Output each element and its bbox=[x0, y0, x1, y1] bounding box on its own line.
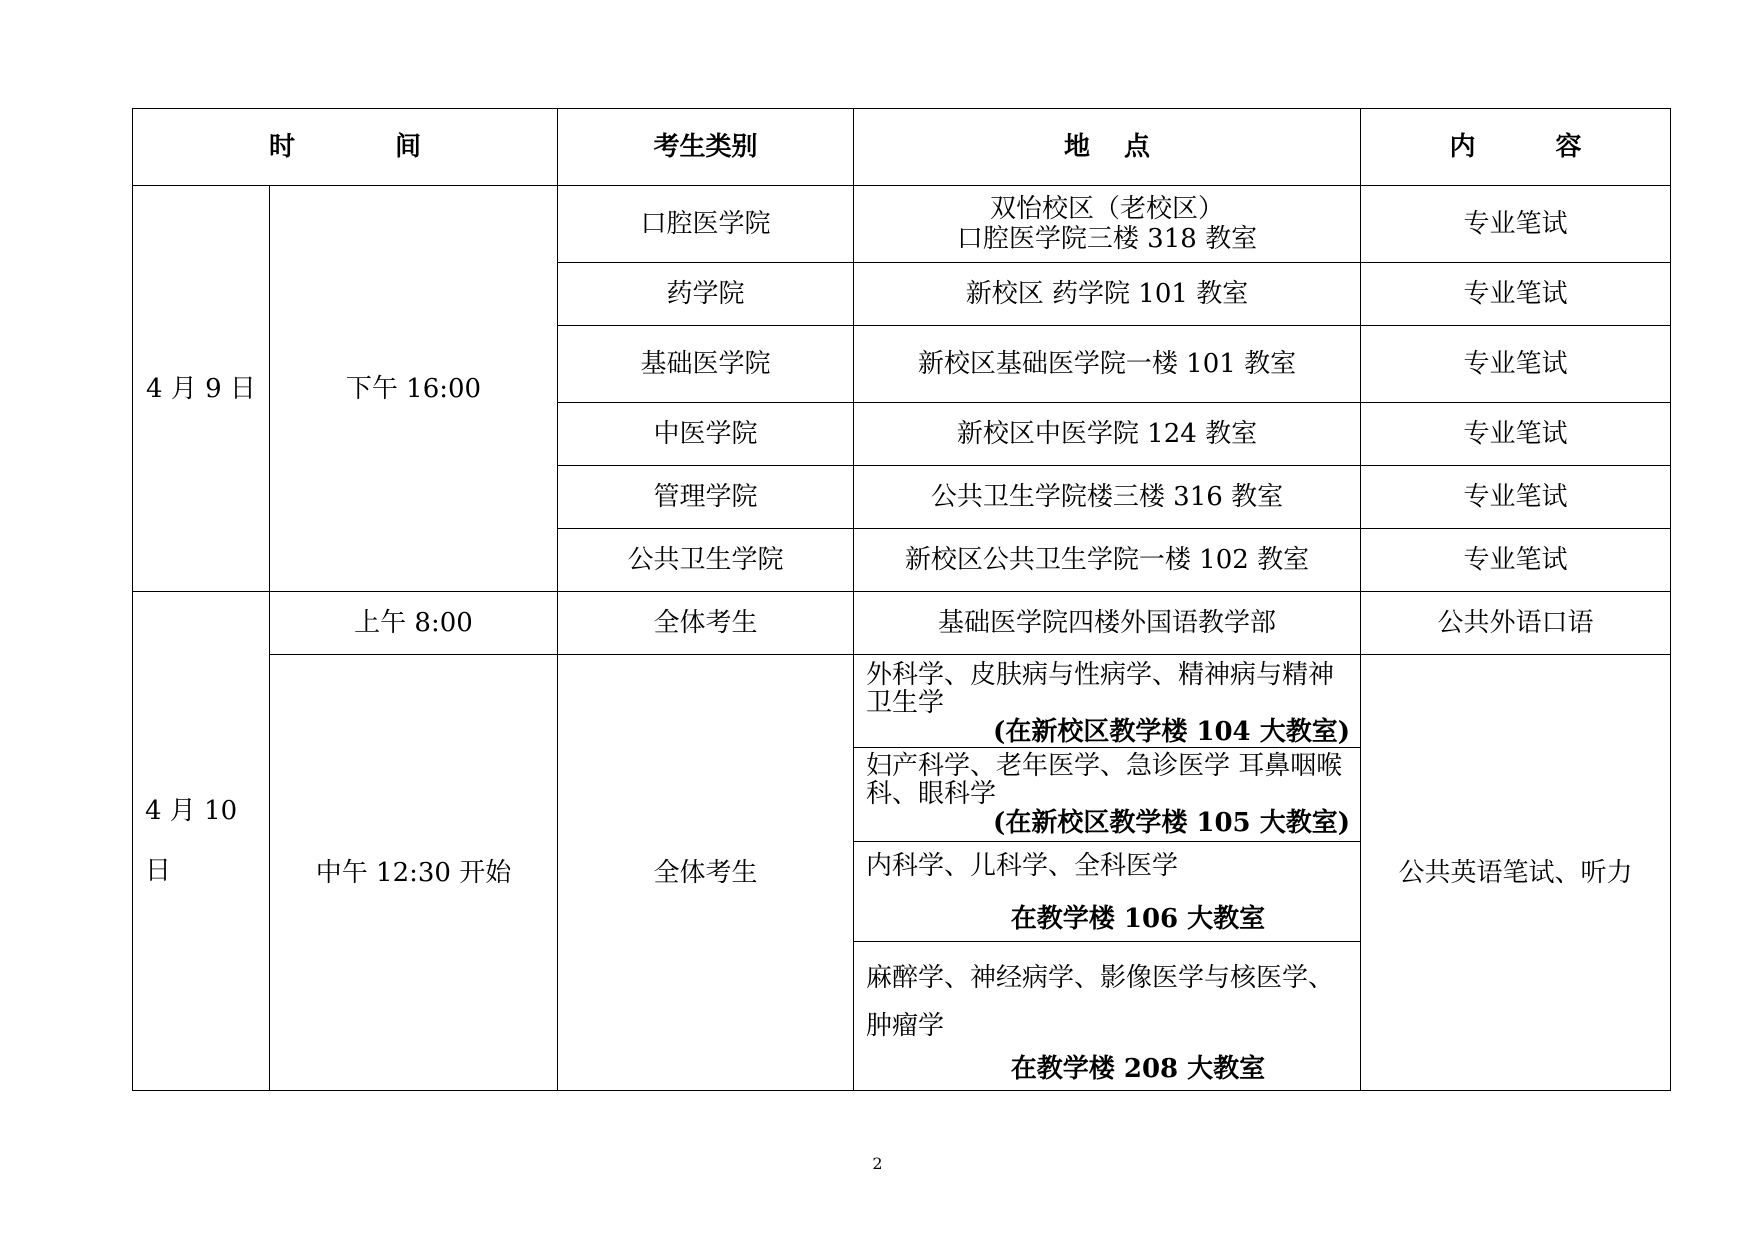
table-row bbox=[133, 655, 1671, 1091]
date-cell: 4 月 9 日 bbox=[133, 186, 270, 592]
location-cell: 新校区中医学院 124 教室 bbox=[854, 403, 1361, 466]
content-cell: 公共英语笔试、听力 bbox=[1361, 655, 1671, 1091]
category-cell: 管理学院 bbox=[558, 466, 854, 529]
location-stack bbox=[854, 655, 1361, 1091]
content-cell: 专业笔试 bbox=[1361, 403, 1671, 466]
location-room: 在教学楼 106 大教室 bbox=[1010, 904, 1266, 934]
location-block bbox=[854, 842, 1360, 942]
category-cell: 药学院 bbox=[558, 263, 854, 326]
location-block bbox=[854, 942, 1360, 1090]
time-cell: 中午 12:30 开始 bbox=[270, 655, 558, 1091]
location-cell bbox=[854, 186, 1361, 263]
location-majors: 内科学、儿科学、全科医学 bbox=[866, 851, 1179, 881]
header-time: 时 间 bbox=[133, 109, 558, 186]
date-cell: 4 月 10 日 bbox=[133, 592, 270, 1091]
location-majors: 妇产科学、老年医学、急诊医学 耳鼻咽喉科、眼科学 bbox=[866, 751, 1343, 809]
location-cell: 新校区 药学院 101 教室 bbox=[854, 263, 1361, 326]
exam-schedule-table bbox=[132, 108, 1671, 1091]
content-cell: 公共外语口语 bbox=[1361, 592, 1671, 655]
content-cell: 专业笔试 bbox=[1361, 263, 1671, 326]
location-room: (在新校区教学楼 104 大教室) bbox=[993, 717, 1350, 747]
content-cell: 专业笔试 bbox=[1361, 466, 1671, 529]
location-cell: 新校区基础医学院一楼 101 教室 bbox=[854, 326, 1361, 403]
location-room: 在教学楼 208 大教室 bbox=[1010, 1054, 1266, 1084]
category-cell: 中医学院 bbox=[558, 403, 854, 466]
location-cell: 新校区公共卫生学院一楼 102 教室 bbox=[854, 529, 1361, 592]
table-row bbox=[133, 186, 1671, 263]
category-cell: 全体考生 bbox=[558, 592, 854, 655]
content-cell: 专业笔试 bbox=[1361, 529, 1671, 592]
time-cell: 下午 16:00 bbox=[270, 186, 558, 592]
location-block bbox=[854, 748, 1360, 842]
page-number: 2 bbox=[872, 1154, 883, 1173]
location-line: 口腔医学院三楼 318 教室 bbox=[956, 224, 1258, 254]
header-row bbox=[133, 109, 1671, 186]
category-cell: 基础医学院 bbox=[558, 326, 854, 403]
location-majors: 麻醉学、神经病学、影像医学与核医学、肿瘤学 bbox=[866, 963, 1335, 1041]
content-cell: 专业笔试 bbox=[1361, 186, 1671, 263]
category-cell: 口腔医学院 bbox=[558, 186, 854, 263]
time-cell: 上午 8:00 bbox=[270, 592, 558, 655]
category-cell: 公共卫生学院 bbox=[558, 529, 854, 592]
location-room: (在新校区教学楼 105 大教室) bbox=[993, 808, 1350, 838]
content-cell: 专业笔试 bbox=[1361, 326, 1671, 403]
header-category: 考生类别 bbox=[558, 109, 854, 186]
location-cell: 公共卫生学院楼三楼 316 教室 bbox=[854, 466, 1361, 529]
location-line: 双怡校区（老校区） bbox=[989, 194, 1224, 224]
table-row bbox=[133, 592, 1671, 655]
category-cell: 全体考生 bbox=[558, 655, 854, 1091]
header-content: 内 容 bbox=[1361, 109, 1671, 186]
location-majors: 外科学、皮肤病与性病学、精神病与精神卫生学 bbox=[866, 660, 1335, 718]
header-location: 地 点 bbox=[854, 109, 1361, 186]
location-cell: 基础医学院四楼外国语教学部 bbox=[854, 592, 1361, 655]
location-block bbox=[854, 655, 1360, 748]
